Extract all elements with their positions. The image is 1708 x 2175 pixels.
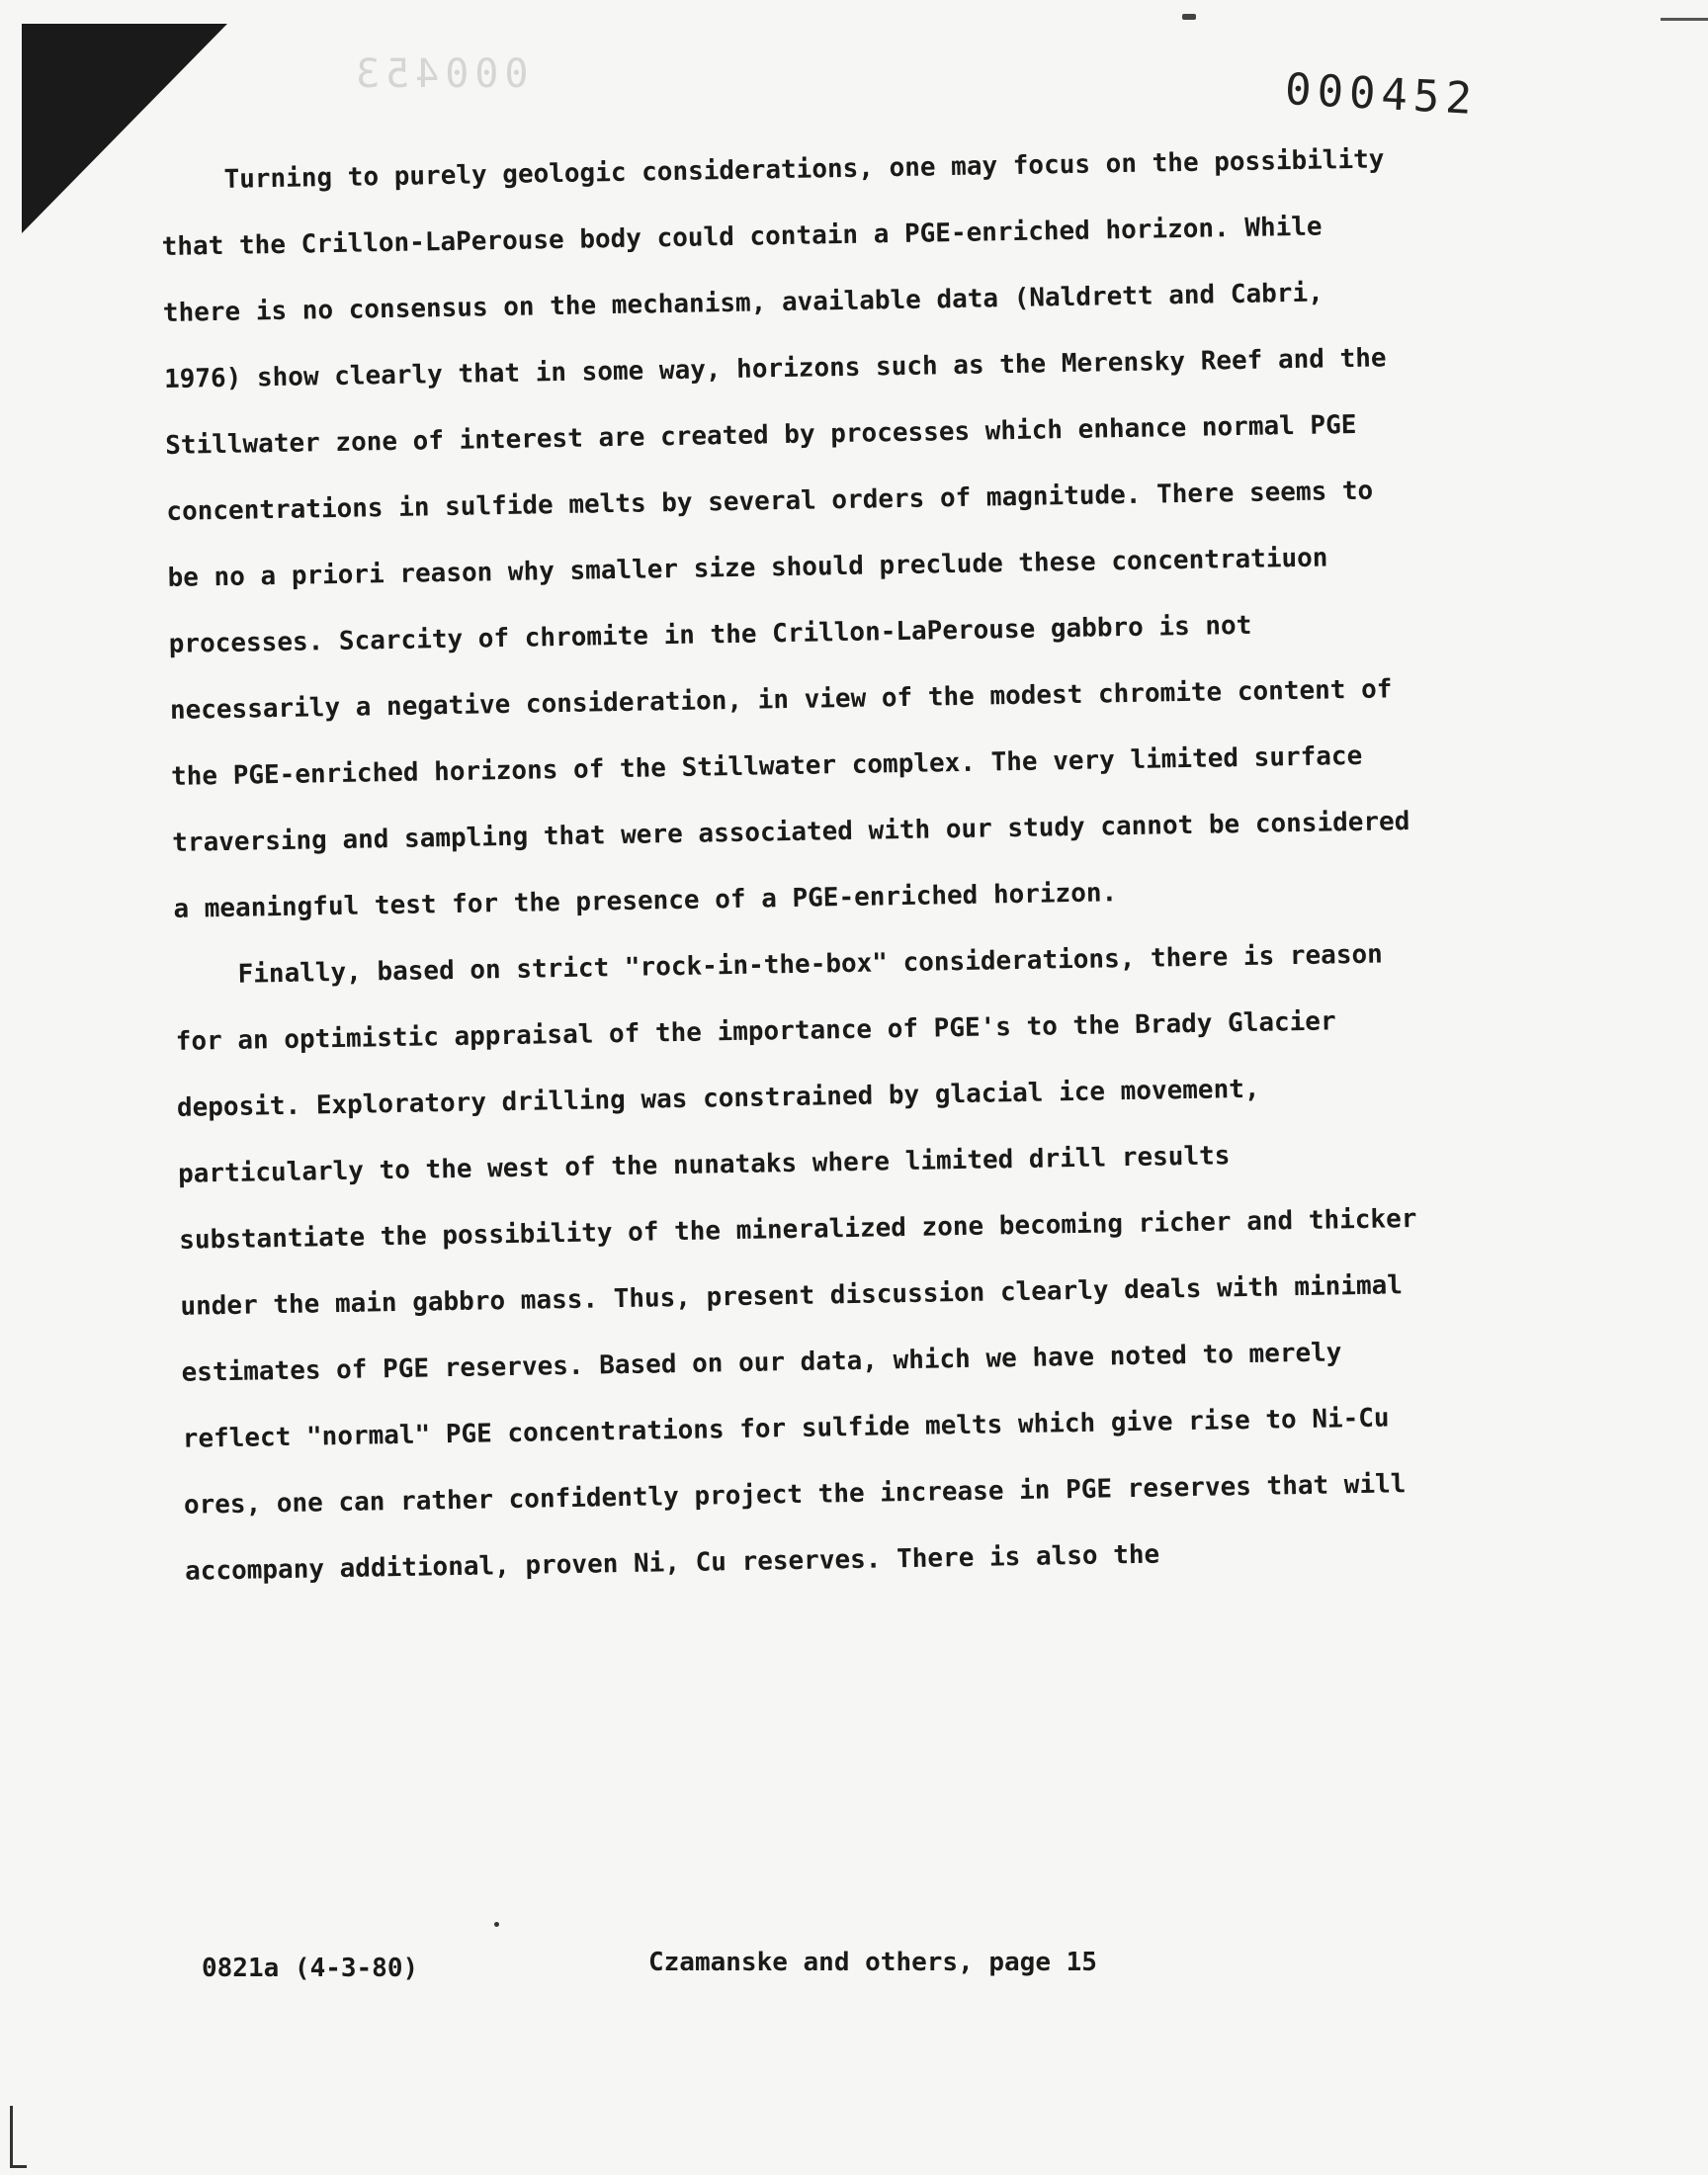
scan-speck <box>1182 14 1196 20</box>
ghost-page-stamp: 000453 <box>350 51 529 97</box>
footer-running-title: Czamanske and others, page 15 <box>648 1948 1097 1977</box>
binding-edge-mark <box>10 2106 27 2168</box>
paragraph-1: Turning to purely geologic considerations, one may focus on the possibility that the Crillon-LaPerouse body could contain a PGE-enriched horizon. While there is no consensus on the mechanism, available data (Naldrett and Cabri, 1976) show clearly that in some way, horizons such as the Merensky Reef and the Stillwater zone of interest are created by processes which enhance normal PGE concentrations in sulfide melts by several orders of magnitude. There seems to be no a priori reason why smaller size should preclude these concentratiuon processes. Scarcity of chromite in the Crillon-LaPerouse gabbro is not necessarily a negative consideration, in view of the modest chromite content of the PGE-enriched horizons of the Stillwater complex. The very limited surface traversing and sampling that were associated with our study cannot be considered a meaningful test for the presence of a PGE-enriched horizon. <box>161 144 1410 924</box>
body-text <box>160 127 1431 1606</box>
footer-document-code: 0821a (4-3-80) <box>202 1954 419 1983</box>
page-stamp: 000452 <box>1283 63 1480 126</box>
paragraph-2: Finally, based on strict "rock-in-the-box" considerations, there is reason for an optimistic appraisal of the importance of PGE's to the Brady Glacier deposit. Exploratory drilling was constrained by glacial ice movement, particularly to the west of the nunataks where limited drill results substantiate the possibility of the mineralized zone becoming richer and thicker under the main gabbro mass. Thus, present discussion clearly deals with minimal estimates of PGE reserves. Based on our data, which we have noted to merely reflect "normal" PGE concentrations for sulfide melts which give rise to Ni-Cu ores, one can rather confidently project the increase in PGE reserves that will accompany additional, proven Ni, Cu reserves. There is also the <box>175 939 1417 1587</box>
edge-mark <box>1661 18 1708 21</box>
scan-speck <box>494 1922 499 1927</box>
